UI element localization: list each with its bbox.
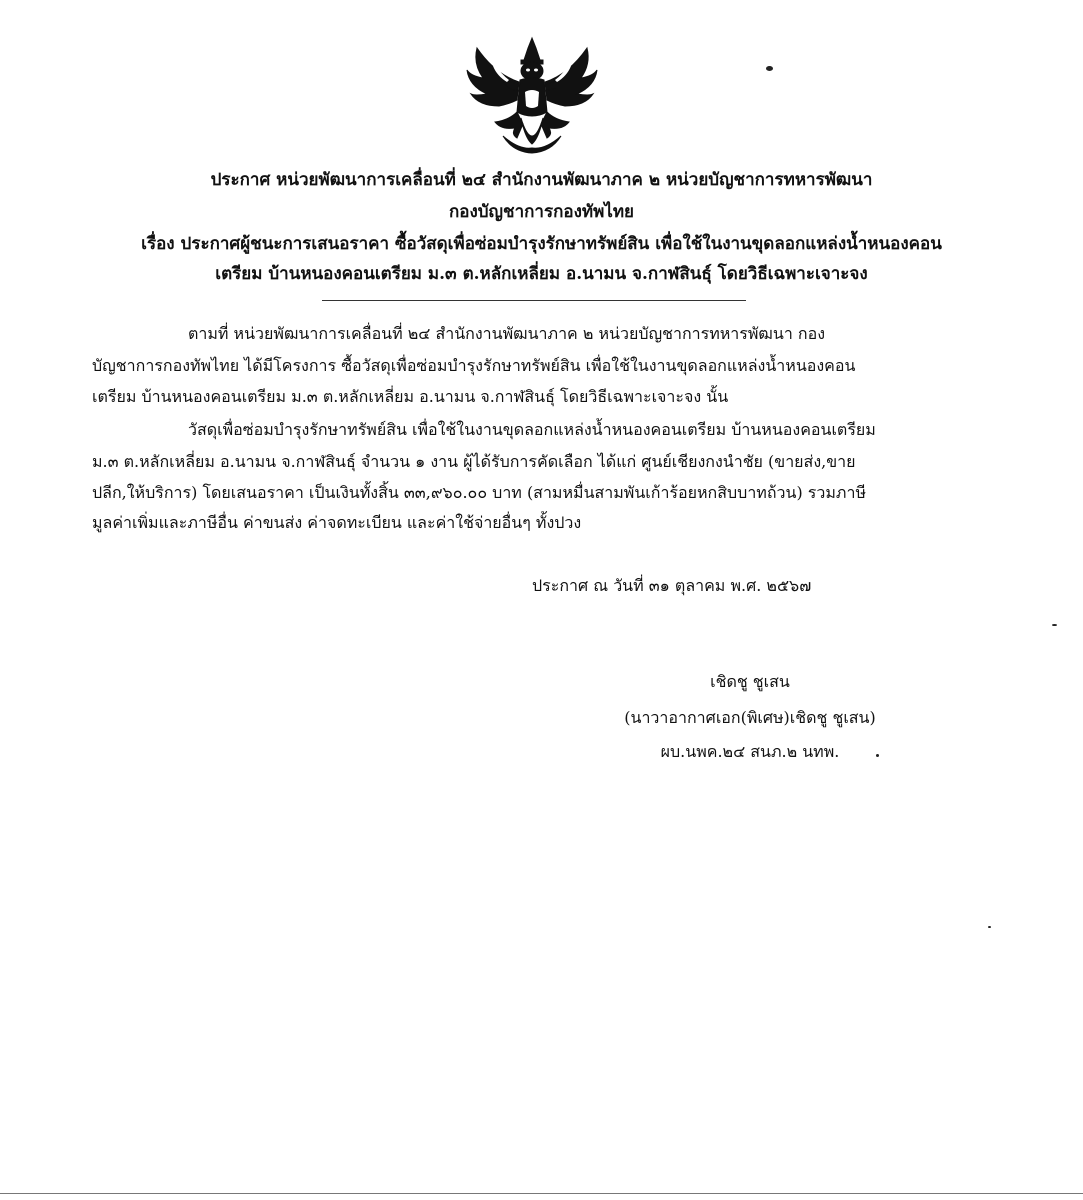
paragraph-2-line-2: ม.๓ ต.หลักเหลี่ยม อ.นามน จ.กาฬสินธุ์ จำนวน ๑ งาน ผู้ได้รับการคัดเลือก ได้แก่ ศูนย์เชียงกงนำชัย (ขายส่ง,ขาย xyxy=(92,452,856,471)
announcement-subject-continued: เตรียม บ้านหนองคอนเตรียม ม.๓ ต.หลักเหลี่ยม อ.นามน จ.กาฬสินธุ์ โดยวิธีเฉพาะเจาะจง xyxy=(215,264,868,284)
garuda-emblem-icon xyxy=(465,34,599,154)
announcement-subject: เรื่อง ประกาศผู้ชนะการเสนอราคา ซื้อวัสดุเพื่อซ่อมบำรุงรักษาทรัพย์สิน เพื่อใช้ในงานขุดลอกแหล่งน้ำหนองคอน xyxy=(141,234,942,254)
page-bottom-edge xyxy=(0,1193,1083,1194)
signature-rank-name: (นาวาอากาศเอก(พิเศษ)เชิดชู ชูเสน) xyxy=(624,708,876,727)
signature-name: เชิดชู ชูเสน xyxy=(710,672,790,691)
heading-separator-rule xyxy=(322,300,746,301)
paragraph-1-line-3: เตรียม บ้านหนองคอนเตรียม ม.๓ ต.หลักเหลี่ยม อ.นามน จ.กาฬสินธุ์ โดยวิธีเฉพาะเจาะจง นั้น xyxy=(92,387,729,406)
scan-speck xyxy=(1052,624,1057,626)
announcement-title: ประกาศ หน่วยพัฒนาการเคลื่อนที่ ๒๔ สำนักงานพัฒนาภาค ๒ หน่วยบัญชาการทหารพัฒนา xyxy=(210,170,873,190)
scan-speck xyxy=(988,926,991,928)
signature-position: ผบ.นพค.๒๔ สนภ.๒ นทพ. xyxy=(660,742,840,761)
paragraph-1-line-1: ตามที่ หน่วยพัฒนาการเคลื่อนที่ ๒๔ สำนักงานพัฒนาภาค ๒ หน่วยบัญชาการทหารพัฒนา กอง xyxy=(188,324,825,343)
announcement-date: ประกาศ ณ วันที่ ๓๑ ตุลาคม พ.ศ. ๒๕๖๗ xyxy=(532,576,812,595)
scan-speck xyxy=(766,66,773,71)
paragraph-2-line-1: วัสดุเพื่อซ่อมบำรุงรักษาทรัพย์สิน เพื่อใช้ในงานขุดลอกแหล่งน้ำหนองคอนเตรียม บ้านหนองคอนเตรียม xyxy=(188,420,876,439)
paragraph-1-line-2: บัญชาการกองทัพไทย ได้มีโครงการ ซื้อวัสดุเพื่อซ่อมบำรุงรักษาทรัพย์สิน เพื่อใช้ในงานขุดลอกแหล่งน้ำหนองคอน xyxy=(92,356,856,375)
paragraph-2-line-3: ปลีก,ให้บริการ) โดยเสนอราคา เป็นเงินทั้งสิ้น ๓๓,๙๖๐.๐๐ บาท (สามหมื่นสามพันเก้าร้อยหกสิบบาทถ้วน) รวมภาษี xyxy=(92,483,866,502)
paragraph-2-line-4: มูลค่าเพิ่มและภาษีอื่น ค่าขนส่ง ค่าจดทะเบียน และค่าใช้จ่ายอื่นๆ ทั้งปวง xyxy=(92,513,582,532)
announcement-organization: กองบัญชาการกองทัพไทย xyxy=(448,202,635,222)
